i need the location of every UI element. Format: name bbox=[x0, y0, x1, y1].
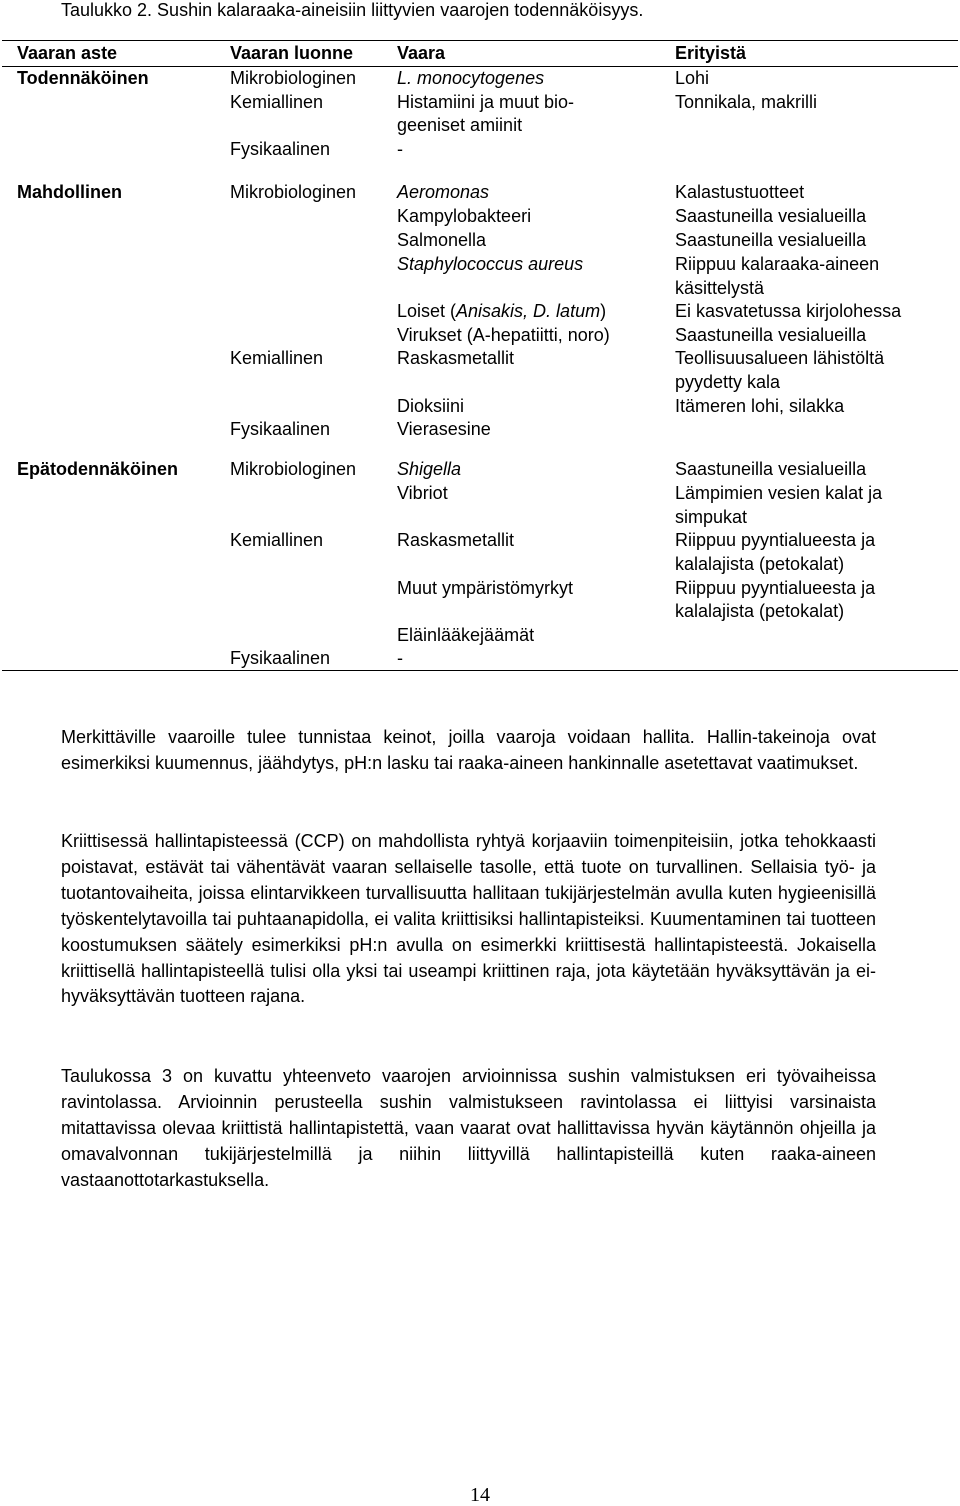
nature-cell: Kemiallinen bbox=[230, 530, 324, 550]
notes-cell: simpukat bbox=[675, 507, 748, 527]
body-paragraph: Taulukossa 3 on kuvattu yhteenveto vaarojen arvioinnissa sushin valmistuksen eri työvaiheissa ravintolassa. Arvioinnin perusteella sushin valmistukseen ravintolassa ei liittyisi varsinaista mitattavissa olevaa kriittistä hallintapistettä, vaan vaarat ovat hallittavissa hyvän käytännön ohjeilla ja omavalvonnan tukijärjestelmillä ja niihin liittyvillä hallintapisteillä kuten raaka-aineen vastaanottotarkastuksella. bbox=[61, 1066, 876, 1190]
notes-cell: pyydetty kala bbox=[675, 372, 781, 392]
nature-cell: Mikrobiologinen bbox=[230, 459, 357, 479]
nature-cell: Kemiallinen bbox=[230, 348, 324, 368]
hazard-cell: geeniset amiinit bbox=[397, 115, 523, 135]
notes-cell: Itämeren lohi, silakka bbox=[675, 396, 845, 416]
hazard-cell: Vibriot bbox=[397, 483, 448, 503]
nature-cell: Mikrobiologinen bbox=[230, 68, 357, 88]
hazard-cell: Raskasmetallit bbox=[397, 530, 515, 550]
notes-cell: Saastuneilla vesialueilla bbox=[675, 230, 867, 250]
nature-cell: Fysikaalinen bbox=[230, 139, 331, 159]
notes-cell: Riippuu kalaraaka-aineen bbox=[675, 254, 880, 274]
hazard-text: Loiset ( bbox=[397, 301, 457, 321]
notes-cell: Saastuneilla vesialueilla bbox=[675, 325, 867, 345]
hazard-cell: - bbox=[397, 139, 403, 159]
hazard-species: Anisakis, D. latum bbox=[456, 301, 601, 321]
notes-cell: Teollisuusalueen lähistöltä bbox=[675, 348, 885, 368]
hazard-cell: Dioksiini bbox=[397, 396, 465, 416]
hazard-cell: - bbox=[397, 648, 403, 668]
hazard-cell: Virukset (A-hepatiitti, noro) bbox=[397, 325, 610, 345]
notes-cell: Saastuneilla vesialueilla bbox=[675, 459, 867, 479]
hazard-cell: Staphylococcus aureus bbox=[397, 254, 584, 274]
notes-cell: kalalajista (petokalat) bbox=[675, 554, 845, 574]
notes-cell: Ei kasvatetussa kirjolohessa bbox=[675, 301, 902, 321]
notes-cell: Tonnikala, makrilli bbox=[675, 92, 818, 112]
hazard-cell: Vierasesine bbox=[397, 419, 491, 439]
header-nature: Vaaran luonne bbox=[230, 43, 354, 63]
hazard-cell: Eläinlääkejäämät bbox=[397, 625, 535, 645]
level-possible: Mahdollinen bbox=[17, 182, 122, 202]
hazard-cell: Kampylobakteeri bbox=[397, 206, 532, 226]
notes-cell: Saastuneilla vesialueilla bbox=[675, 206, 867, 226]
nature-cell: Kemiallinen bbox=[230, 92, 324, 112]
hazard-cell: Salmonella bbox=[397, 230, 487, 250]
header-hazard: Vaara bbox=[397, 43, 446, 63]
notes-cell: käsittelystä bbox=[675, 278, 765, 298]
page-number: 14 bbox=[470, 1484, 490, 1506]
header-notes: Erityistä bbox=[675, 43, 747, 63]
body-paragraph: Merkittäville vaaroille tulee tunnistaa keinot, joilla vaaroja voidaan hallita. Hallin-takeinoja ovat esimerkiksi kuumennus, jäähdytys, pH:n lasku tai raaka-aineen hankinnalle asetettavat vaatimukset. bbox=[61, 727, 876, 773]
header-level: Vaaran aste bbox=[17, 43, 118, 63]
hazard-cell: Raskasmetallit bbox=[397, 348, 515, 368]
hazard-text: ) bbox=[600, 301, 607, 321]
notes-cell: Lämpimien vesien kalat ja bbox=[675, 483, 883, 503]
notes-cell: Kalastustuotteet bbox=[675, 182, 805, 202]
nature-cell: Fysikaalinen bbox=[230, 648, 331, 668]
nature-cell: Fysikaalinen bbox=[230, 419, 331, 439]
notes-cell: Riippuu pyyntialueesta ja bbox=[675, 578, 876, 598]
nature-cell: Mikrobiologinen bbox=[230, 182, 357, 202]
level-unlikely: Epätodennäköinen bbox=[17, 459, 179, 479]
body-paragraph: Kriittisessä hallintapisteessä (CCP) on mahdollista ryhtyä korjaaviin toimenpiteisiin, jotka tehokkaasti poistavat, estävät tai vähentävät vaaran sellaiselle tasolle, että tuote on turvallinen. Sellaisia työ- ja tuotantovaiheita, joissa elintarvikkeen turvallisuutta hallitaan tukijärjestelmän avulla kuten hygieenisillä työskentelytavoilla tai puhtaanapidolla, ei valita kriittisiksi hallintapisteiksi. Kuumentaminen tai tuotteen koostumuksen säätely esimerkiksi pH:n avulla on esimerkki kriittisestä hallintapisteestä. Jokaisella kriittisellä hallintapisteellä tulisi olla yksi tai useampi kriittinen raja, jota käytetään hyväksyttävän ja ei-hyväksyttävän tuotteen rajana. bbox=[61, 831, 876, 1007]
notes-cell: Riippuu pyyntialueesta ja bbox=[675, 530, 876, 550]
hazard-cell: L. monocytogenes bbox=[397, 68, 545, 88]
notes-cell: Lohi bbox=[675, 68, 710, 88]
hazard-cell: Histamiini ja muut bio- bbox=[397, 92, 575, 112]
level-likely: Todennäköinen bbox=[17, 68, 149, 88]
hazard-cell: Aeromonas bbox=[397, 182, 490, 202]
table-caption: Taulukko 2. Sushin kalaraaka-aineisiin liittyvien vaarojen todennäköisyys. bbox=[61, 0, 644, 20]
table-bottom-rule bbox=[2, 670, 958, 671]
hazard-cell: Muut ympäristömyrkyt bbox=[397, 578, 574, 598]
hazard-cell bbox=[397, 300, 606, 324]
notes-cell: kalalajista (petokalat) bbox=[675, 601, 845, 621]
hazard-cell: Shigella bbox=[397, 459, 462, 479]
table-top-rule bbox=[2, 40, 958, 41]
